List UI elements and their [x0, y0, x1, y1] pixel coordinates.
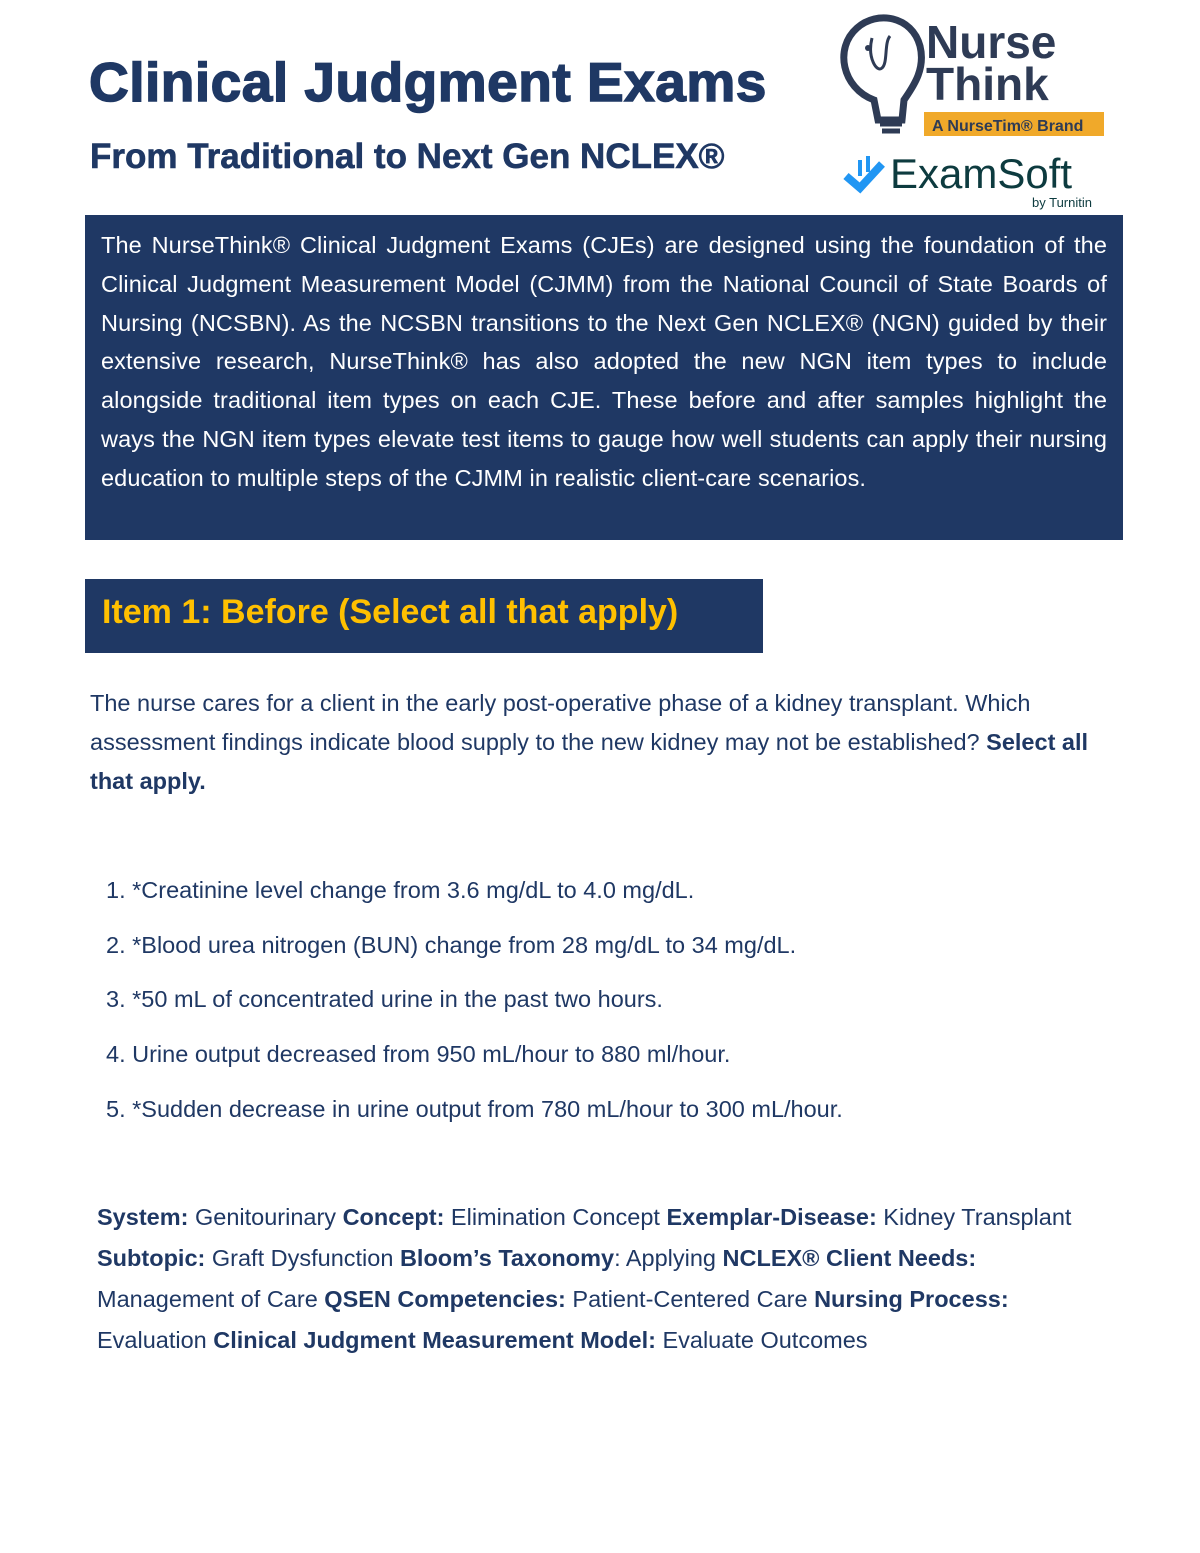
- examsoft-by: by Turnitin: [1032, 195, 1092, 210]
- answer-options: [106, 870, 843, 1143]
- meta-label: Nursing Process:: [814, 1286, 1009, 1312]
- meta-value: Graft Dysfunction: [205, 1245, 400, 1271]
- question-instruction: Select all that apply.: [90, 729, 1089, 794]
- brand-logos: [832, 8, 1112, 213]
- meta-value: Evaluation: [97, 1327, 214, 1353]
- meta-label: Subtopic:: [97, 1245, 206, 1271]
- meta-value: Patient-Centered Care: [565, 1286, 815, 1312]
- page-subtitle: From Traditional to Next Gen NCLEX®: [90, 137, 725, 176]
- page-title: Clinical Judgment Exams: [89, 51, 767, 113]
- item-heading: Item 1: Before (Select all that apply): [85, 579, 763, 653]
- answer-option: 5. *Sudden decrease in urine output from 780 mL/hour to 300 mL/hour.: [106, 1095, 843, 1122]
- meta-label: Clinical Judgment Measurement Model:: [213, 1327, 656, 1353]
- meta-label: Concept:: [342, 1204, 445, 1230]
- nursethink-text-1: Nurse: [926, 16, 1057, 68]
- meta-label: NCLEX® Client Needs:: [722, 1245, 977, 1271]
- lightbulb-icon: [844, 18, 922, 131]
- nursethink-text-2: Think: [926, 58, 1049, 110]
- meta-value: Management of Care: [97, 1286, 325, 1312]
- meta-label: Bloom’s Taxonomy: [399, 1245, 615, 1271]
- answer-option: 3. *50 mL of concentrated urine in the past two hours.: [106, 986, 663, 1013]
- meta-value: Evaluate Outcomes: [655, 1327, 868, 1353]
- meta-value: : Applying: [614, 1245, 723, 1271]
- answer-option: 1. *Creatinine level change from 3.6 mg/dL to 4.0 mg/dL.: [106, 877, 695, 903]
- meta-label: System:: [97, 1204, 189, 1230]
- examsoft-text: ExamSoft: [890, 150, 1073, 197]
- question-text: [90, 684, 1110, 801]
- intro-box: The NurseThink® Clinical Judgment Exams (CJEs) are designed using the foundation of the Clinical Judgment Measurement Model (CJMM) from the National Council of State Boards of Nursing (NCSBN). As the NCSBN transitions to the Next Gen NCLEX® (NGN) guided by their extensive research, NurseThink® has also adopted the new NGN item types to include alongside traditional item types on each CJE. These before and after samples highlight the ways the NGN item types elevate test items to gauge how well students can apply their nursing education to multiple steps of the CJMM in realistic client-care scenarios.: [85, 215, 1123, 540]
- meta-value: Elimination Concept: [444, 1204, 667, 1230]
- meta-label: Exemplar-Disease:: [666, 1204, 877, 1230]
- examsoft-check-icon: [846, 156, 882, 188]
- answer-option: 2. *Blood urea nitrogen (BUN) change from 28 mg/dL to 34 mg/dL.: [106, 931, 797, 958]
- question-stem: The nurse cares for a client in the early post-operative phase of a kidney transplant. Which assessment findings indicate blood supply to the new kidney may not be established?: [90, 690, 1031, 755]
- item-metadata: [97, 1197, 1117, 1361]
- meta-label: QSEN Competencies:: [324, 1286, 566, 1312]
- nursethink-tagline: A NurseTim® Brand: [932, 118, 1084, 135]
- meta-value: Kidney Transplant: [876, 1204, 1072, 1230]
- answer-option: 4. Urine output decreased from 950 mL/hour to 880 ml/hour.: [106, 1041, 731, 1068]
- meta-value: Genitourinary: [188, 1204, 343, 1230]
